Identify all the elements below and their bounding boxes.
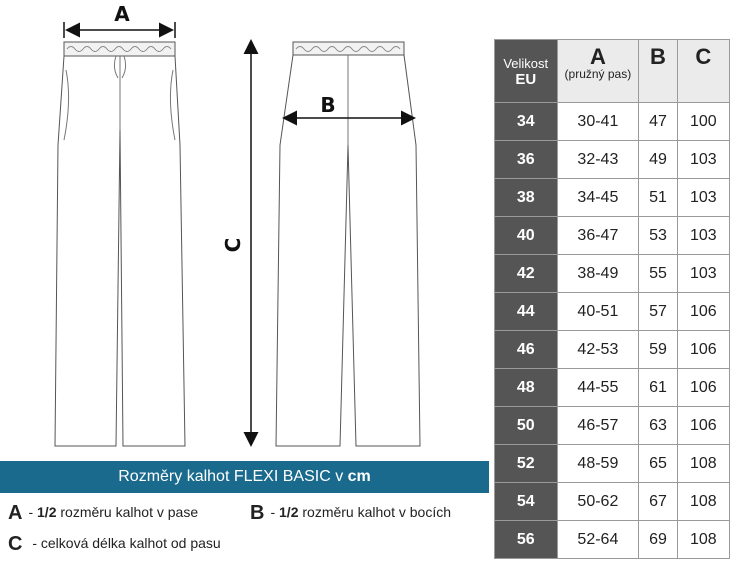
b-cell: 67 (639, 483, 677, 521)
header-b-label: B (650, 44, 666, 69)
c-cell: 103 (677, 217, 729, 255)
c-cell: 103 (677, 255, 729, 293)
b-cell: 69 (639, 521, 677, 559)
b-cell: 65 (639, 445, 677, 483)
size-cell: 42 (495, 255, 558, 293)
b-cell: 55 (639, 255, 677, 293)
a-cell: 34-45 (557, 179, 639, 217)
header-size (495, 40, 558, 103)
size-row (495, 445, 730, 483)
size-table-header (495, 40, 730, 103)
a-cell: 30-41 (557, 103, 639, 141)
dimension-c-label: C (221, 237, 245, 253)
legend-c-key: C (8, 533, 23, 555)
legend-b-key: B (250, 502, 265, 524)
header-a (557, 40, 639, 103)
c-cell: 100 (677, 103, 729, 141)
title-banner (0, 461, 489, 493)
a-cell: 42-53 (557, 331, 639, 369)
header-c-label: C (695, 44, 712, 69)
header-a-note: (pružný pas) (564, 67, 632, 81)
b-cell: 59 (639, 331, 677, 369)
legend-a-key: A (8, 502, 23, 524)
c-cell: 108 (677, 483, 729, 521)
c-cell: 106 (677, 407, 729, 445)
legend-b-half: 1/2 (279, 504, 299, 520)
a-cell: 38-49 (557, 255, 639, 293)
header-b (639, 40, 677, 103)
c-cell: 106 (677, 369, 729, 407)
header-a-label: A (589, 44, 606, 69)
size-cell: 52 (495, 445, 558, 483)
c-cell: 106 (677, 331, 729, 369)
size-cell: 34 (495, 103, 558, 141)
size-cell: 54 (495, 483, 558, 521)
legend-c (8, 533, 221, 556)
b-cell: 63 (639, 407, 677, 445)
size-cell: 46 (495, 331, 558, 369)
header-size-top: Velikost (503, 56, 549, 71)
dimension-a-label: A (114, 2, 130, 26)
size-row (495, 179, 730, 217)
legend-b: B - 1/2 rozměru kalhot v bocích (250, 502, 451, 524)
a-cell: 36-47 (557, 217, 639, 255)
banner-title: Rozměry kalhot FLEXI BASIC v (118, 468, 348, 485)
size-row (495, 483, 730, 521)
size-row (495, 331, 730, 369)
legend-c-text: - celková délka kalhot od pasu (32, 535, 221, 551)
size-cell: 50 (495, 407, 558, 445)
pants-front (55, 42, 185, 446)
a-cell: 40-51 (557, 293, 639, 331)
b-cell: 49 (639, 141, 677, 179)
size-row (495, 293, 730, 331)
b-cell: 53 (639, 217, 677, 255)
size-cell: 44 (495, 293, 558, 331)
size-row (495, 407, 730, 445)
a-cell: 52-64 (557, 521, 639, 559)
b-cell: 61 (639, 369, 677, 407)
legend-a-half: 1/2 (37, 504, 57, 520)
a-cell: 32-43 (557, 141, 639, 179)
dimension-b-label: B (320, 93, 336, 117)
c-cell: 103 (677, 141, 729, 179)
c-cell: 108 (677, 521, 729, 559)
a-cell: 48-59 (557, 445, 639, 483)
legend-a: A - 1/2 rozměru kalhot v pase (8, 502, 199, 524)
c-cell: 103 (677, 179, 729, 217)
b-cell: 57 (639, 293, 677, 331)
c-cell: 108 (677, 445, 729, 483)
size-cell: 40 (495, 217, 558, 255)
header-size-bottom: EU (515, 71, 537, 88)
a-cell: 50-62 (557, 483, 639, 521)
a-cell: 46-57 (557, 407, 639, 445)
size-row (495, 369, 730, 407)
size-table (494, 39, 730, 559)
size-row (495, 141, 730, 179)
size-cell: 36 (495, 141, 558, 179)
b-cell: 51 (639, 179, 677, 217)
pants-back (276, 42, 420, 446)
size-cell: 48 (495, 369, 558, 407)
b-cell: 47 (639, 103, 677, 141)
size-cell: 38 (495, 179, 558, 217)
banner-unit: cm (347, 468, 371, 485)
header-c (677, 40, 729, 103)
legend-a-text: rozměru kalhot v pase (60, 504, 199, 520)
size-row (495, 255, 730, 293)
a-cell: 44-55 (557, 369, 639, 407)
size-cell: 56 (495, 521, 558, 559)
size-row (495, 103, 730, 141)
size-row (495, 217, 730, 255)
legend-b-text: rozměru kalhot v bocích (302, 504, 451, 520)
c-cell: 106 (677, 293, 729, 331)
size-row (495, 521, 730, 559)
